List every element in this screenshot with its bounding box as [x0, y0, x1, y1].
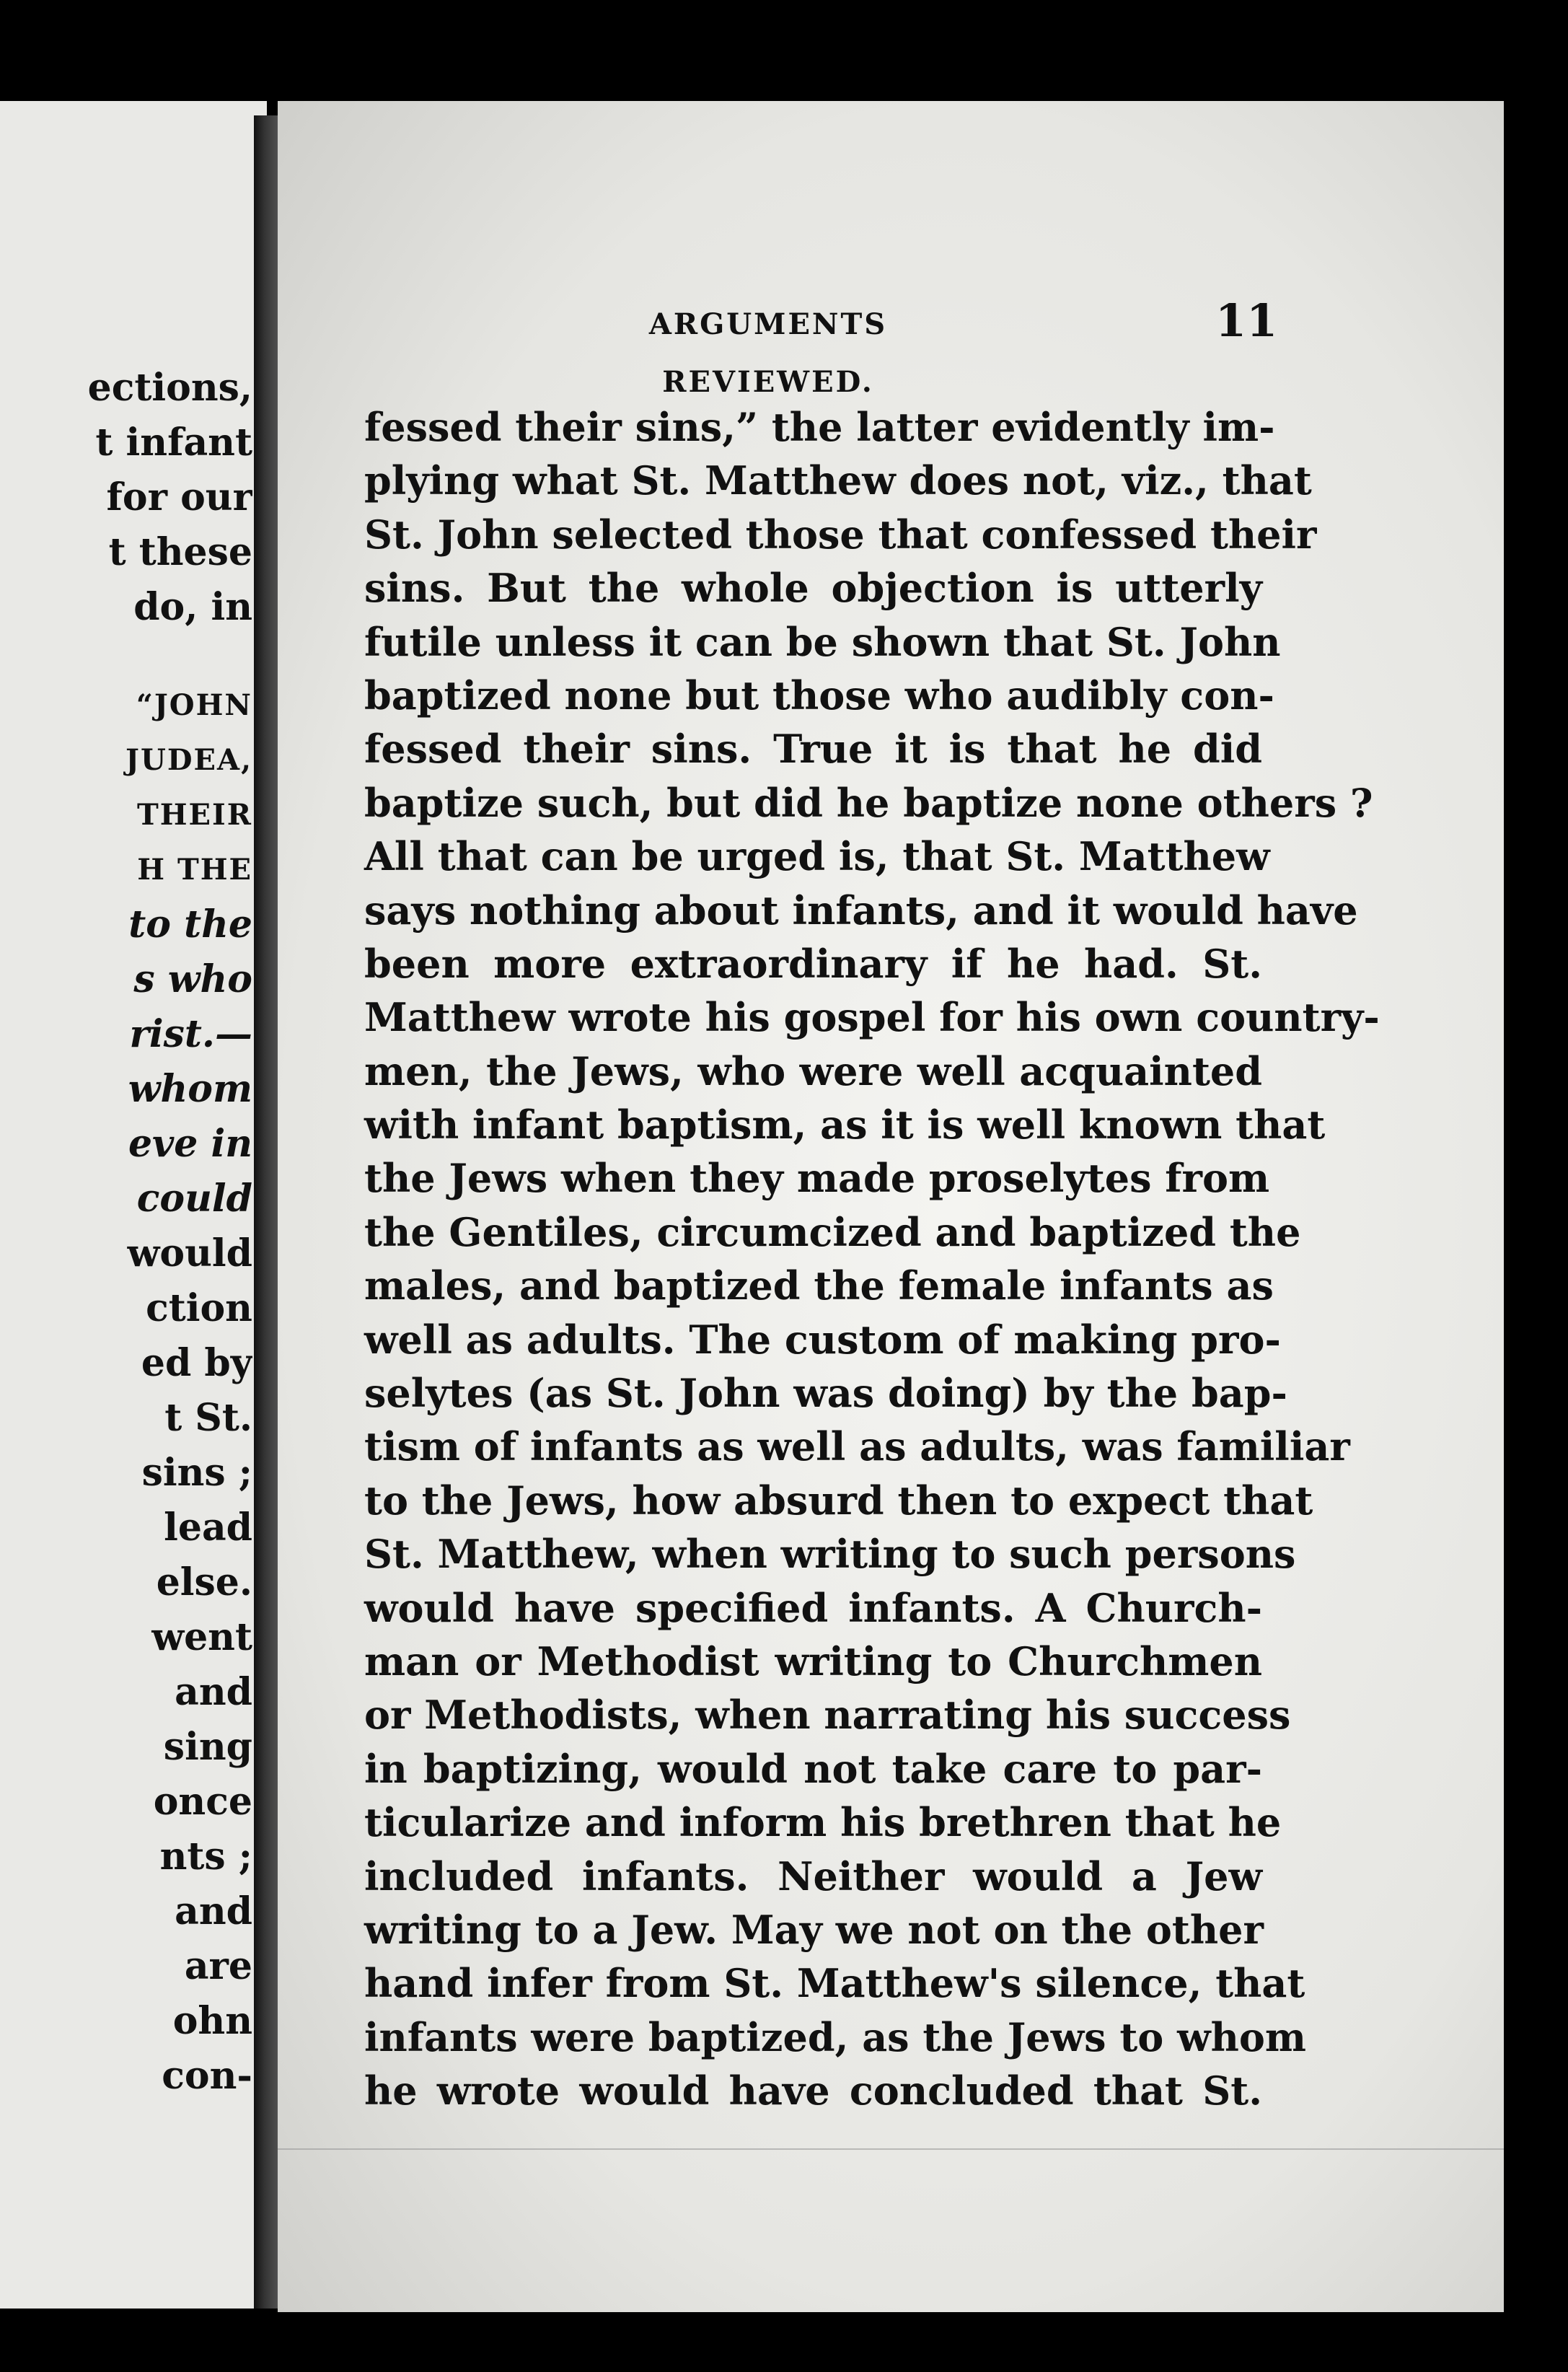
text-line: plying what St. Matthew does not, viz., that	[364, 457, 1312, 504]
left-line: ed by	[141, 1341, 252, 1385]
left-line: THEIR	[137, 798, 252, 832]
left-line: con-	[162, 2054, 252, 2098]
left-line: “JOHN	[136, 688, 252, 722]
text-line: man or Methodist writing to Churchmen	[364, 1638, 1262, 1684]
left-page-fragment	[0, 101, 267, 2309]
text-line: All that can be urged is, that St. Matthew	[364, 833, 1270, 880]
text-line: tism of infants as well as adults, was familiar	[364, 1423, 1350, 1470]
text-line: well as adults. The custom of making pro-	[364, 1316, 1281, 1363]
left-line: whom	[128, 1067, 252, 1111]
left-line: rist.—	[129, 1012, 252, 1056]
text-line: hand infer from St. Matthew's silence, that	[364, 1960, 1305, 2007]
text-line: infants were baptized, as the Jews to whom	[364, 2013, 1306, 2060]
left-line: could	[136, 1177, 252, 1221]
running-title: ARGUMENTS REVIEWED.	[648, 307, 888, 399]
left-line: else.	[156, 1560, 252, 1604]
left-line: lead	[164, 1506, 252, 1550]
left-line: t infant	[95, 421, 252, 465]
text-line: would have specified infants. A Church-	[364, 1584, 1262, 1631]
text-line: men, the Jews, who were well acquainted	[364, 1047, 1262, 1094]
text-line: baptized none but those who audibly con-	[364, 672, 1274, 719]
page-crease	[278, 2148, 1504, 2150]
text-line: included infants. Neither would a Jew	[364, 1853, 1262, 1899]
text-line: to the Jews, how absurd then to expect that	[364, 1477, 1313, 1524]
text-line: been more extraordinary if he had. St.	[364, 940, 1262, 987]
left-line: do, in	[133, 585, 252, 629]
text-line: he wrote would have concluded that St.	[364, 2068, 1262, 2114]
left-line: would	[127, 1231, 252, 1275]
text-line: fessed their sins,” the latter evidently im-	[364, 404, 1275, 450]
text-line: the Gentiles, circumcized and baptized the	[364, 1208, 1301, 1255]
left-line: and	[175, 1889, 252, 1933]
page-header	[552, 296, 1273, 399]
text-line: St. John selected those that confessed their	[364, 511, 1317, 558]
text-line: St. Matthew, when writing to such persons	[364, 1531, 1296, 1578]
page-number: 11	[1215, 294, 1278, 347]
left-line: to the	[128, 902, 252, 946]
left-page-text-column	[0, 361, 252, 2104]
text-line: sins. But the whole objection is utterly	[364, 565, 1262, 612]
left-line: ections,	[87, 366, 252, 410]
text-line: baptize such, but did he baptize none others ?	[364, 779, 1373, 826]
left-line: t St.	[164, 1396, 252, 1440]
text-line: the Jews when they made proselytes from	[364, 1155, 1270, 1202]
left-line: and	[175, 1670, 252, 1714]
left-line: are	[184, 1944, 252, 1988]
body-text	[364, 400, 1380, 2118]
left-line: t these	[108, 530, 252, 574]
left-line: JUDEA,	[125, 743, 252, 777]
text-line: with infant baptism, as it is well known that	[364, 1102, 1326, 1148]
text-line: says nothing about infants, and it would have	[364, 887, 1358, 934]
left-line: sing	[163, 1725, 252, 1769]
book-gutter	[254, 115, 280, 2309]
text-line: ticularize and inform his brethren that he	[364, 1799, 1282, 1846]
right-page	[278, 101, 1504, 2312]
text-line: in baptizing, would not take care to par-	[364, 1745, 1262, 1792]
text-line: futile unless it can be shown that St. John	[364, 618, 1281, 665]
text-line: selytes (as St. John was doing) by the bap-	[364, 1370, 1287, 1417]
left-line: eve in	[128, 1122, 252, 1166]
text-line: Matthew wrote his gospel for his own country-	[364, 994, 1380, 1041]
left-line	[0, 635, 252, 678]
left-line: nts ;	[159, 1835, 252, 1879]
text-line: fessed their sins. True it is that he did	[364, 726, 1262, 773]
left-line: ohn	[172, 1999, 252, 2043]
left-line: ction	[146, 1286, 252, 1330]
left-line: once	[153, 1780, 252, 1824]
left-line: H THE	[137, 853, 252, 887]
left-line: sins ;	[141, 1451, 252, 1495]
left-line: went	[151, 1615, 252, 1659]
left-line: s who	[133, 957, 252, 1001]
text-line: or Methodists, when narrating his success	[364, 1692, 1291, 1739]
left-line: for our	[106, 475, 252, 519]
text-line: writing to a Jew. May we not on the other	[364, 1906, 1264, 1953]
text-line: males, and baptized the female infants as	[364, 1262, 1274, 1309]
